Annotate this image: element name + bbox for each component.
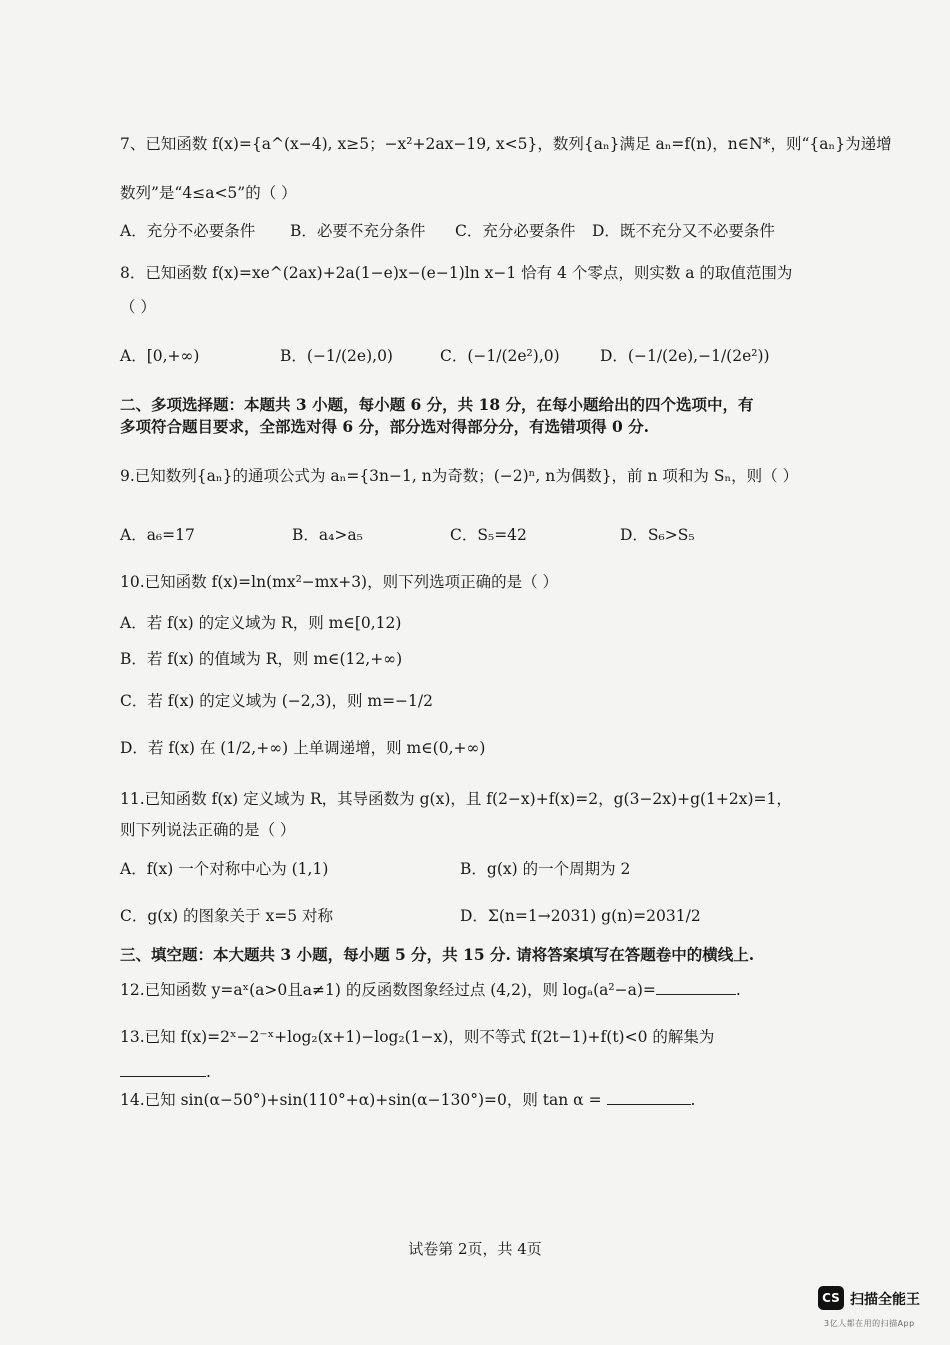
q11-line1: 11.已知函数 f(x) 定义域为 R，其导函数为 g(x)，且 f(2−x)+f(x)=2，g(3−2x)+g(1+2x)=1， [120, 790, 792, 808]
q7-line1: 7、已知函数 f(x)={a^(x−4), x≥5；−x²+2ax−19, x<5}，数列{aₙ}满足 aₙ=f(n)，n∈N*，则“{aₙ}为递增 [120, 135, 892, 153]
q14-text: 14.已知 sin(α−50°)+sin(110°+α)+sin(α−130°)=0，则 tan α = [120, 1091, 602, 1109]
watermark-name: 扫描全能王 [850, 1292, 920, 1308]
q12-line: 12.已知函数 y=aˣ(a>0且a≠1) 的反函数图象经过点 (4,2)，则 logₐ(a²−a)= . [120, 978, 741, 1001]
q14-answer-blank[interactable] [607, 1088, 691, 1105]
camscanner-logo-icon: CS [818, 1286, 844, 1310]
q8-option-d: D．(−1/(2e),−1/(2e²)) [600, 347, 770, 365]
q7-option-b: B．必要不充分条件 [290, 222, 426, 240]
q10-stem: 10.已知函数 f(x)=ln(mx²−mx+3)，则下列选项正确的是（ ） [120, 573, 559, 591]
q14-line: 14.已知 sin(α−50°)+sin(110°+α)+sin(α−130°)=0，则 tan α = . [120, 1088, 695, 1111]
q8-line1: 8．已知函数 f(x)=xe^(2ax)+2a(1−e)x−(e−1)ln x−1 恰有 4 个零点，则实数 a 的取值范围为 [120, 264, 793, 282]
q12-text: 12.已知函数 y=aˣ(a>0且a≠1) 的反函数图象经过点 (4,2)，则 logₐ(a²−a)= [120, 981, 656, 999]
section2-line1: 二、多项选择题：本题共 3 小题，每小题 6 分，共 18 分，在每小题给出的四个选项中，有 [120, 395, 754, 414]
q11-option-b: B．g(x) 的一个周期为 2 [460, 860, 631, 878]
watermark-tagline: 3亿人都在用的扫描App [824, 1319, 915, 1328]
q8-option-b: B．(−1/(2e),0) [280, 347, 393, 365]
q11-option-a: A．f(x) 一个对称中心为 (1,1) [120, 860, 329, 878]
q10-option-b: B．若 f(x) 的值域为 R，则 m∈(12,+∞) [120, 650, 403, 668]
section3-heading: 三、填空题：本大题共 3 小题，每小题 5 分，共 15 分. 请将答案填写在答题卷中的横线上. [120, 945, 755, 964]
q11-line2: 则下列说法正确的是（ ） [120, 821, 296, 839]
q9-stem: 9.已知数列{aₙ}的通项公式为 aₙ={3n−1, n为奇数；(−2)ⁿ, n为偶数}，前 n 项和为 Sₙ，则（ ） [120, 467, 799, 485]
q7-option-a: A．充分不必要条件 [120, 222, 256, 240]
q9-option-d: D．S₆>S₅ [620, 526, 695, 544]
section2-line2: 多项符合题目要求，全部选对得 6 分，部分选对得部分分，有选错项得 0 分. [120, 417, 650, 436]
q10-option-c: C．若 f(x) 的定义域为 (−2,3)，则 m=−1/2 [120, 692, 433, 710]
q12-answer-blank[interactable] [656, 978, 736, 995]
q7-option-c: C．充分必要条件 [455, 222, 576, 240]
q8-option-c: C．(−1/(2e²),0) [440, 347, 560, 365]
q9-option-b: B．a₄>a₅ [292, 526, 363, 544]
q10-option-d: D．若 f(x) 在 (1/2,+∞) 上单调递增，则 m∈(0,+∞) [120, 739, 486, 757]
q10-option-a: A．若 f(x) 的定义域为 R，则 m∈[0,12) [120, 614, 402, 632]
q8-option-a: A．[0,+∞) [120, 347, 200, 365]
q9-option-a: A．a₆=17 [120, 526, 195, 544]
q13-text: 13.已知 f(x)=2ˣ−2⁻ˣ+log₂(x+1)−log₂(1−x)，则不等式 f(2t−1)+f(t)<0 的解集为 [120, 1028, 715, 1046]
q9-option-c: C．S₅=42 [450, 526, 527, 544]
q11-option-d: D．Σ(n=1→2031) g(n)=2031/2 [460, 907, 701, 925]
q13-answer-line: . [120, 1060, 211, 1083]
q8-line2: （ ） [120, 298, 156, 316]
q11-option-c: C．g(x) 的图象关于 x=5 对称 [120, 907, 333, 925]
q13-answer-blank[interactable] [120, 1060, 206, 1077]
q7-line2: 数列”是“4≤a<5”的（ ） [120, 184, 297, 202]
q7-option-d: D．既不充分又不必要条件 [592, 222, 775, 240]
page-footer: 试卷第 2页，共 4页 [408, 1240, 542, 1258]
